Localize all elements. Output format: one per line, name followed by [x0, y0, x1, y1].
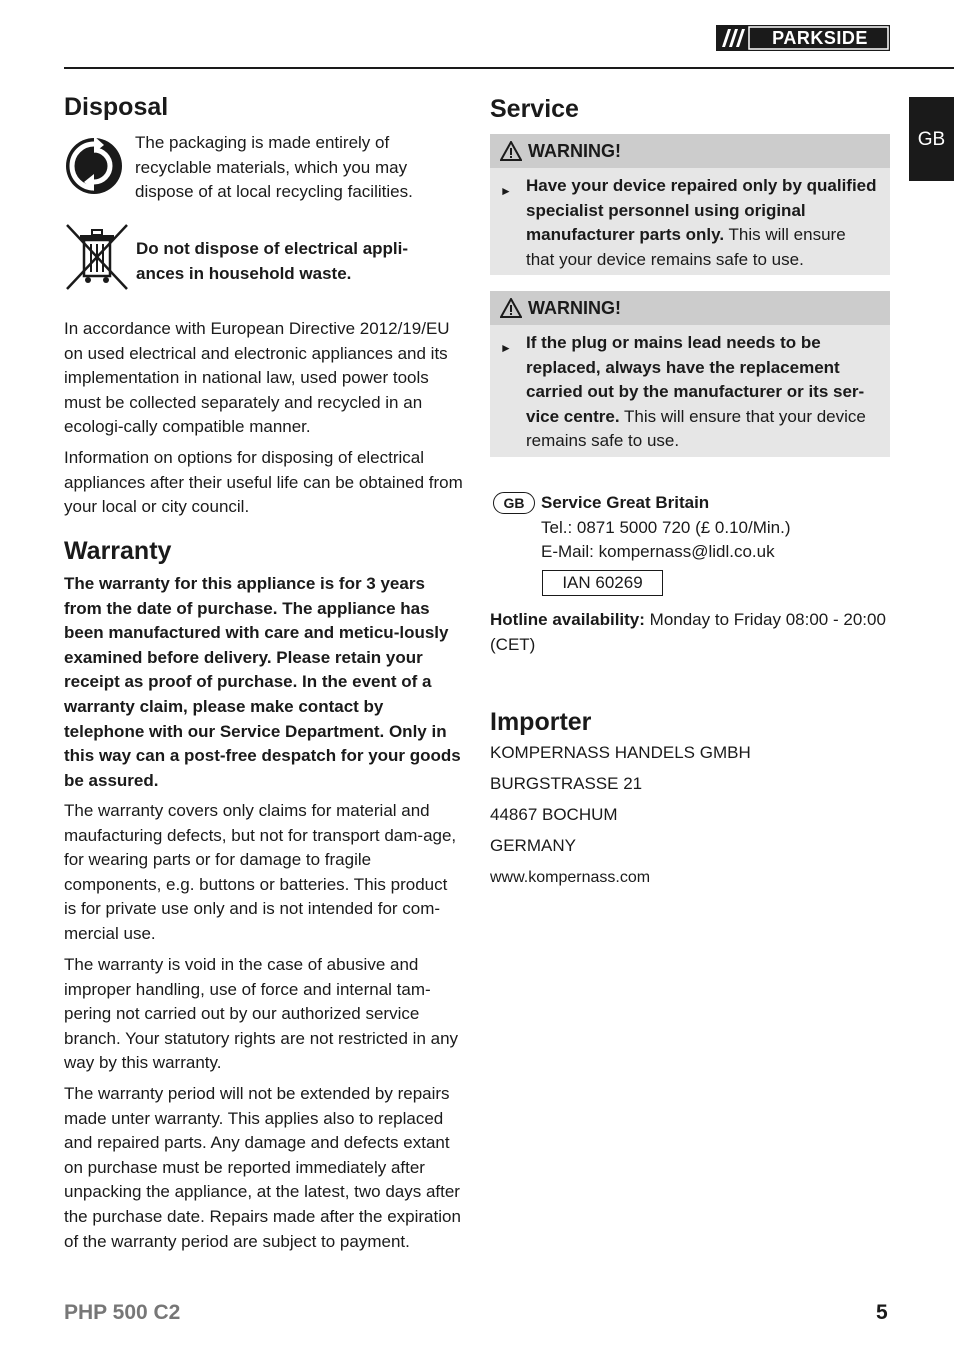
recycle-icon	[64, 136, 124, 196]
warranty-heading: Warranty	[64, 537, 172, 565]
weee-text: Do not dispose of electrical appli-ances in household waste.	[136, 239, 409, 283]
service-gb-title: Service Great Britain	[541, 493, 710, 512]
crossed-bin-icon	[64, 222, 130, 292]
importer-website[interactable]: www.kompernass.com	[490, 869, 651, 886]
model-number: PHP 500 C2	[64, 1301, 181, 1324]
warning-triangle-icon	[500, 141, 522, 161]
bullet-arrow-icon: ►	[500, 341, 512, 355]
ian-box: IAN 60269	[542, 570, 663, 596]
service-email: E-Mail: kompernass@lidl.co.uk	[541, 542, 775, 562]
warning-label: WARNING!	[528, 297, 621, 318]
warning-normal-text: This will ensure that your device remains safe to use.	[526, 406, 866, 451]
header-rule	[64, 67, 954, 69]
importer-heading: Importer	[490, 708, 592, 736]
importer-city: 44867 BOCHUM	[490, 805, 618, 824]
warranty-paragraph-3: The warranty period will not be extended by repairs made unter warranty. This applies also to replaced and repaired parts. Any damage and defects extant on purchase must be reported immediately after unpacking the appliance, at the latest, two days after the purchase date. Repairs made after the expiration of the warranty period are subject to payment.	[64, 1084, 461, 1251]
warning-box-1	[490, 134, 890, 275]
recycle-text: The packaging is made entirely of recyclable materials, which you may dispose of at local recycling facilities.	[135, 133, 413, 202]
warning-bold-text: Have your device repaired only by qualified specialist personnel using original manufacturer parts only.	[526, 176, 877, 245]
warning-normal-text: This will ensure that your device remains safe to use.	[526, 225, 846, 269]
warranty-paragraph-1: The warranty covers only claims for material and maufacturing defects, but not for transport dam-age, for wearing parts or for damage to fragile components, e.g. buttons or batteries. This product is for private use only and is not intended for com-mercial use.	[64, 801, 457, 943]
warning-box-2	[490, 291, 890, 457]
disposal-info-text: Information on options for disposing of electrical appliances after their useful life can be obtained from your local or city council.	[64, 448, 463, 517]
hotline-label: Hotline availability:	[490, 610, 645, 629]
parkside-logo	[716, 25, 890, 51]
service-heading: Service	[490, 95, 579, 123]
country-badge: GB	[493, 492, 535, 514]
hotline-text	[490, 608, 890, 657]
warning-label: WARNING!	[528, 140, 621, 161]
warranty-bold-text: The warranty for this appliance is for 3 years from the date of purchase. The appliance has been manufactured with care and meticu-lously examined before delivery. Please retain your receipt as proof of purchase. In the event of a warranty claim, please make contact by telephone with our Service Department. Only in this way can a post-free despatch for your goods be assured.	[64, 574, 461, 790]
importer-company: KOMPERNASS HANDELS GMBH	[490, 743, 751, 762]
disposal-heading: Disposal	[64, 93, 169, 121]
brand-name: PARKSIDE	[772, 27, 868, 48]
page-number: 5	[876, 1301, 888, 1324]
warning-body	[490, 325, 890, 458]
language-tab: GB	[909, 97, 954, 181]
directive-text: In accordance with European Directive 2012/19/EU on used electrical and electronic appliances and its implementation in national law, used power tools must be collected separately and recycled in an ecologi-cally compatible manner.	[64, 319, 450, 437]
warranty-paragraph-2: The warranty is void in the case of abusive and improper handling, use of force and internal tam-pering not carried out by our authorized service branch. Your statutory rights are not restricted in any way by this warranty.	[64, 955, 459, 1073]
service-phone: Tel.: 0871 5000 720 (£ 0.10/Min.)	[541, 517, 791, 537]
warning-body	[490, 168, 890, 276]
importer-street: BURGSTRASSE 21	[490, 774, 643, 793]
importer-country: GERMANY	[490, 836, 576, 855]
warning-header	[490, 134, 890, 168]
warning-bold-text: If the plug or mains lead needs to be replaced, always have the replacement carried out by the manufacturer or its ser-vice centre.	[526, 333, 865, 426]
warning-header	[490, 291, 890, 325]
bullet-arrow-icon: ►	[500, 184, 512, 198]
hotline-hours: Monday to Friday 08:00 - 20:00 (CET)	[490, 610, 886, 654]
warning-triangle-icon	[500, 298, 522, 318]
service-contact	[541, 491, 881, 565]
